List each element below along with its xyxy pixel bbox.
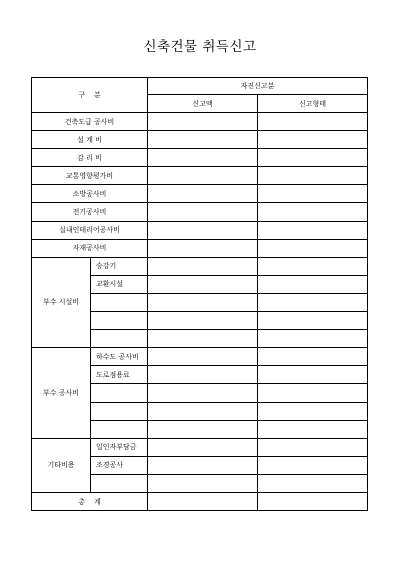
item-label: 일인자부담금 bbox=[91, 438, 148, 456]
amount-cell[interactable] bbox=[148, 366, 258, 384]
amount-cell[interactable] bbox=[148, 293, 258, 311]
amount-cell[interactable] bbox=[148, 474, 258, 492]
table-row bbox=[32, 239, 368, 257]
row-label-design-fee: 설 계 비 bbox=[32, 131, 148, 149]
form-cell[interactable] bbox=[258, 438, 368, 456]
row-label-interior-fee: 실내인테리어공사비 bbox=[32, 221, 148, 239]
form-cell[interactable] bbox=[258, 312, 368, 330]
acquisition-report-table bbox=[31, 77, 368, 511]
table-row bbox=[32, 438, 368, 456]
row-label-electrical-fee: 전기공사비 bbox=[32, 203, 148, 221]
amount-cell[interactable] bbox=[148, 131, 258, 149]
form-cell[interactable] bbox=[258, 131, 368, 149]
item-blank-cell[interactable] bbox=[91, 402, 148, 420]
amount-cell[interactable] bbox=[148, 221, 258, 239]
amount-cell[interactable] bbox=[148, 348, 258, 366]
amount-cell[interactable] bbox=[148, 438, 258, 456]
amount-cell[interactable] bbox=[148, 402, 258, 420]
item-label: 도로점용료 bbox=[91, 366, 148, 384]
amount-cell[interactable] bbox=[148, 185, 258, 203]
row-label-construction-contract: 건축도급 공사비 bbox=[32, 113, 148, 131]
form-cell[interactable] bbox=[258, 275, 368, 293]
form-cell[interactable] bbox=[258, 366, 368, 384]
amount-cell[interactable] bbox=[148, 113, 258, 131]
total-form-cell[interactable] bbox=[258, 492, 368, 510]
total-amount-cell[interactable] bbox=[148, 492, 258, 510]
table-row bbox=[32, 113, 368, 131]
table-row bbox=[32, 221, 368, 239]
amount-cell[interactable] bbox=[148, 330, 258, 348]
form-cell[interactable] bbox=[258, 113, 368, 131]
table-row bbox=[32, 167, 368, 185]
form-cell[interactable] bbox=[258, 330, 368, 348]
group-label-ancillary-facilities: 부수 시설비 bbox=[32, 257, 91, 347]
row-label-material-fee: 자재공사비 bbox=[32, 239, 148, 257]
item-label: 조경공사 bbox=[91, 456, 148, 474]
group-label-other-costs: 기타비용 bbox=[32, 438, 91, 492]
table-row bbox=[32, 203, 368, 221]
table-row bbox=[32, 131, 368, 149]
form-cell[interactable] bbox=[258, 420, 368, 438]
amount-cell[interactable] bbox=[148, 312, 258, 330]
page-title: 신축건물 취득신고 bbox=[143, 39, 257, 55]
form-cell[interactable] bbox=[258, 257, 368, 275]
form-cell[interactable] bbox=[258, 167, 368, 185]
form-cell[interactable] bbox=[258, 149, 368, 167]
form-cell[interactable] bbox=[258, 239, 368, 257]
item-blank-cell[interactable] bbox=[91, 293, 148, 311]
header-row bbox=[32, 78, 368, 95]
form-cell[interactable] bbox=[258, 203, 368, 221]
header-report-form: 신고형태 bbox=[258, 95, 368, 113]
amount-cell[interactable] bbox=[148, 257, 258, 275]
amount-cell[interactable] bbox=[148, 239, 258, 257]
row-label-traffic-impact-fee: 교통영향평가비 bbox=[32, 167, 148, 185]
amount-cell[interactable] bbox=[148, 167, 258, 185]
row-label-supervision-fee: 감 리 비 bbox=[32, 149, 148, 167]
item-label: 승강기 bbox=[91, 257, 148, 275]
table-row bbox=[32, 348, 368, 366]
amount-cell[interactable] bbox=[148, 149, 258, 167]
header-category: 구 분 bbox=[32, 78, 148, 113]
header-self-report: 자진신고분 bbox=[148, 78, 368, 95]
table-row bbox=[32, 257, 368, 275]
form-cell[interactable] bbox=[258, 293, 368, 311]
form-cell[interactable] bbox=[258, 402, 368, 420]
item-label: 하수도 공사비 bbox=[91, 348, 148, 366]
item-blank-cell[interactable] bbox=[91, 312, 148, 330]
form-cell[interactable] bbox=[258, 456, 368, 474]
table-row bbox=[32, 185, 368, 203]
total-row bbox=[32, 492, 368, 510]
form-cell[interactable] bbox=[258, 384, 368, 402]
amount-cell[interactable] bbox=[148, 420, 258, 438]
total-label: 총 계 bbox=[32, 492, 148, 510]
item-blank-cell[interactable] bbox=[91, 474, 148, 492]
amount-cell[interactable] bbox=[148, 203, 258, 221]
form-cell[interactable] bbox=[258, 221, 368, 239]
amount-cell[interactable] bbox=[148, 456, 258, 474]
item-blank-cell[interactable] bbox=[91, 384, 148, 402]
row-label-fire-facility-fee: 소방공사비 bbox=[32, 185, 148, 203]
amount-cell[interactable] bbox=[148, 384, 258, 402]
group-label-ancillary-construction: 부수 공사비 bbox=[32, 348, 91, 438]
form-cell[interactable] bbox=[258, 474, 368, 492]
form-cell[interactable] bbox=[258, 185, 368, 203]
item-label: 교환시설 bbox=[91, 275, 148, 293]
table-row bbox=[32, 149, 368, 167]
form-cell[interactable] bbox=[258, 348, 368, 366]
amount-cell[interactable] bbox=[148, 275, 258, 293]
item-blank-cell[interactable] bbox=[91, 420, 148, 438]
item-blank-cell[interactable] bbox=[91, 330, 148, 348]
header-report-amount: 신고액 bbox=[148, 95, 258, 113]
